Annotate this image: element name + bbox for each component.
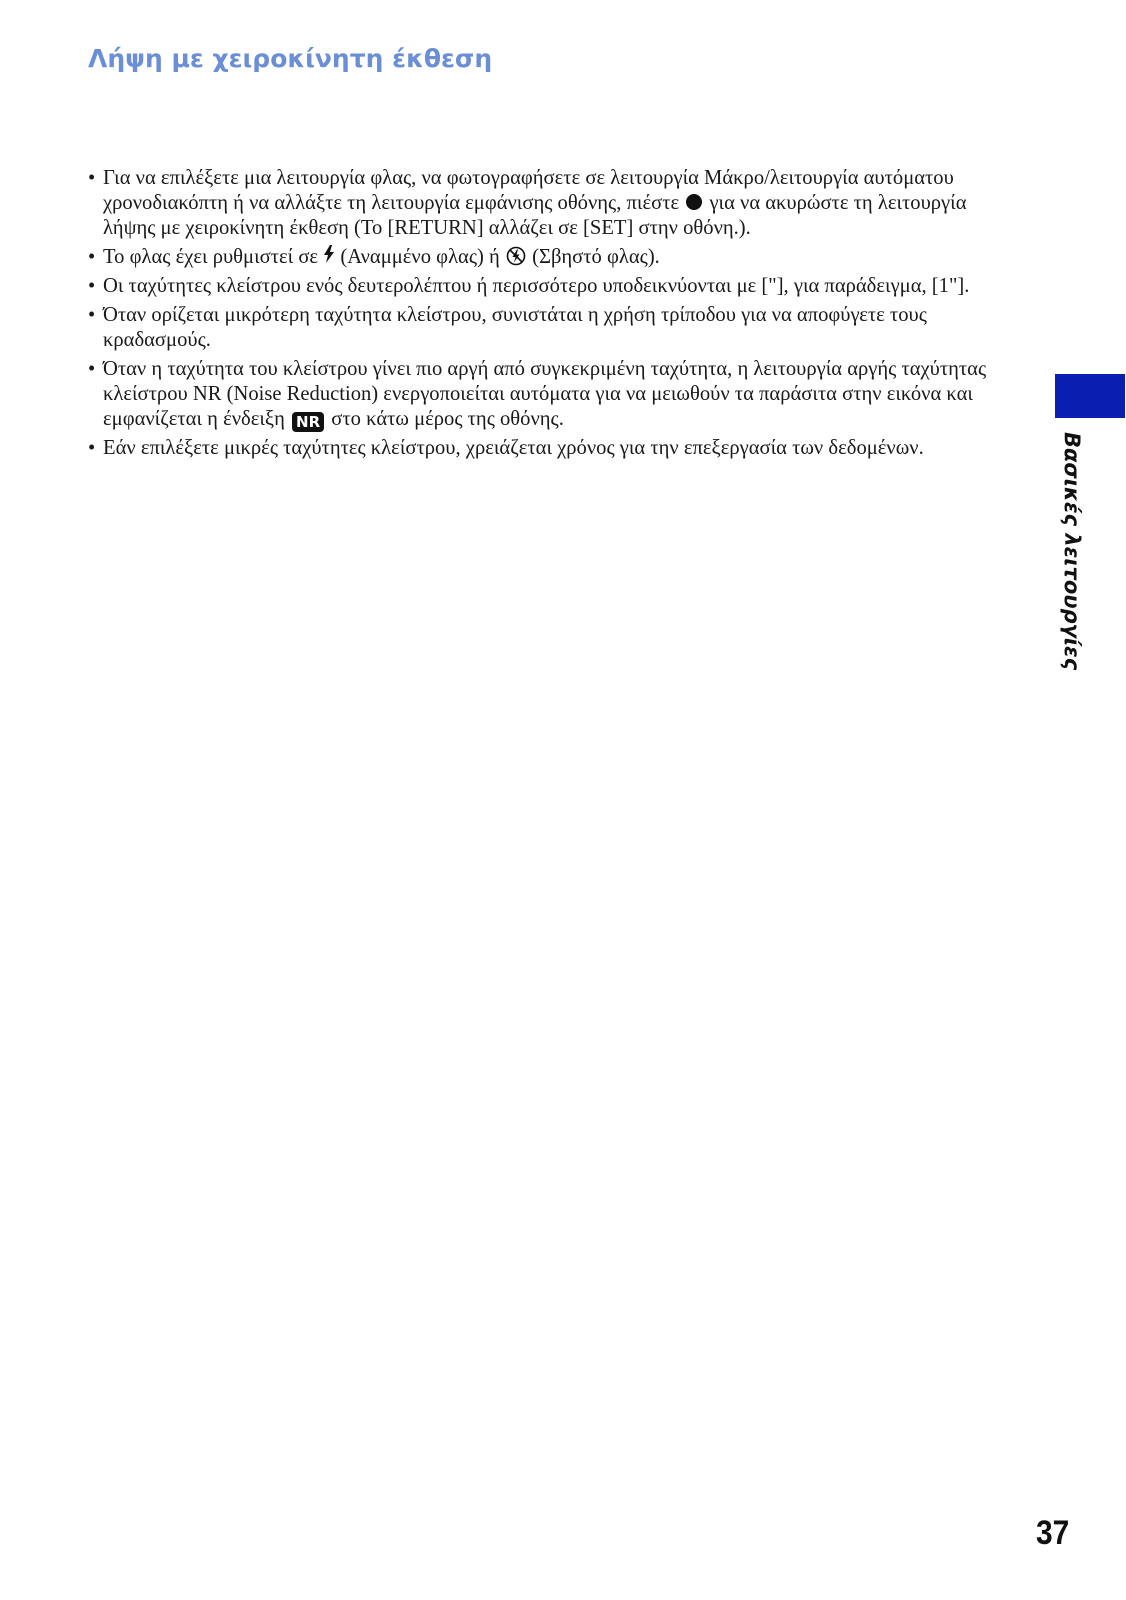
list-item (88, 274, 1018, 299)
bullet: • (88, 246, 96, 268)
note-text: για να ακυρώστε τη λειτουργία λήψης με χειροκίνητη έκθεση (Το [RETURN] αλλάζει σε [SET] στην οθόνη.). (103, 192, 967, 239)
list-item (88, 357, 1018, 432)
note-text: Το φλας έχει ρυθμιστεί σε (103, 246, 319, 268)
flash-off-icon (506, 246, 526, 266)
bullet: • (88, 304, 96, 326)
note-text: Οι ταχύτητες κλείστρου ενός δευτερολέπτου ή περισσότερο υποδεικνύονται με ["], για παράδειγμα, [1"]. (103, 275, 970, 297)
list-item (88, 436, 1018, 461)
note-text: στο κάτω μέρος της οθόνης. (331, 408, 564, 430)
page-number: 37 (1036, 1514, 1070, 1552)
flash-forced-icon (323, 245, 335, 263)
list-item (88, 303, 1018, 353)
note-text: (Αναμμένο φλας) ή (340, 246, 500, 268)
page-title: Λήψη με χειροκίνητη έκθεση (88, 44, 493, 73)
note-text: Εάν επιλέξετε μικρές ταχύτητες κλείστρου, χρειάζεται χρόνος για την επεξεργασία των δεδομένων. (103, 437, 924, 459)
bullet: • (88, 275, 96, 297)
note-text: Όταν ορίζεται μικρότερη ταχύτητα κλείστρου, συνιστάται η χρήση τρίποδου για να αποφύγετε τους κραδασμούς. (103, 304, 927, 351)
note-text: Όταν η ταχύτητα του κλείστρου γίνει πιο αργή από συγκεκριμένη ταχύτητα, η λειτουργία αργής ταχύτητας κλείστρου NR (Noise Reduction) ενεργοποιείται αυτόματα για να μειωθούν τα παράσιτα στην εικόνα και εμφανίζεται η ένδειξη (103, 358, 987, 430)
list-item (88, 245, 1018, 270)
bullet: • (88, 167, 96, 189)
note-text: (Σβηστό φλας). (532, 246, 660, 268)
bullet: • (88, 437, 96, 459)
center-button-icon (686, 194, 702, 210)
list-item (88, 166, 1018, 241)
section-tab (1055, 374, 1125, 418)
section-label: Βασικές λειτουργίες (1060, 432, 1084, 671)
notes-list (88, 166, 1018, 465)
note-text: Για να επιλέξετε μια λειτουργία φλας, να φωτογραφήσετε σε λειτουργία Μάκρο/λειτουργία αυτόματου χρονοδιακόπτη ή να αλλάξτε τη λειτουργία εμφάνισης οθόνης, πιέστε (103, 167, 954, 214)
nr-indicator-icon: NR (292, 412, 324, 432)
bullet: • (88, 358, 96, 380)
